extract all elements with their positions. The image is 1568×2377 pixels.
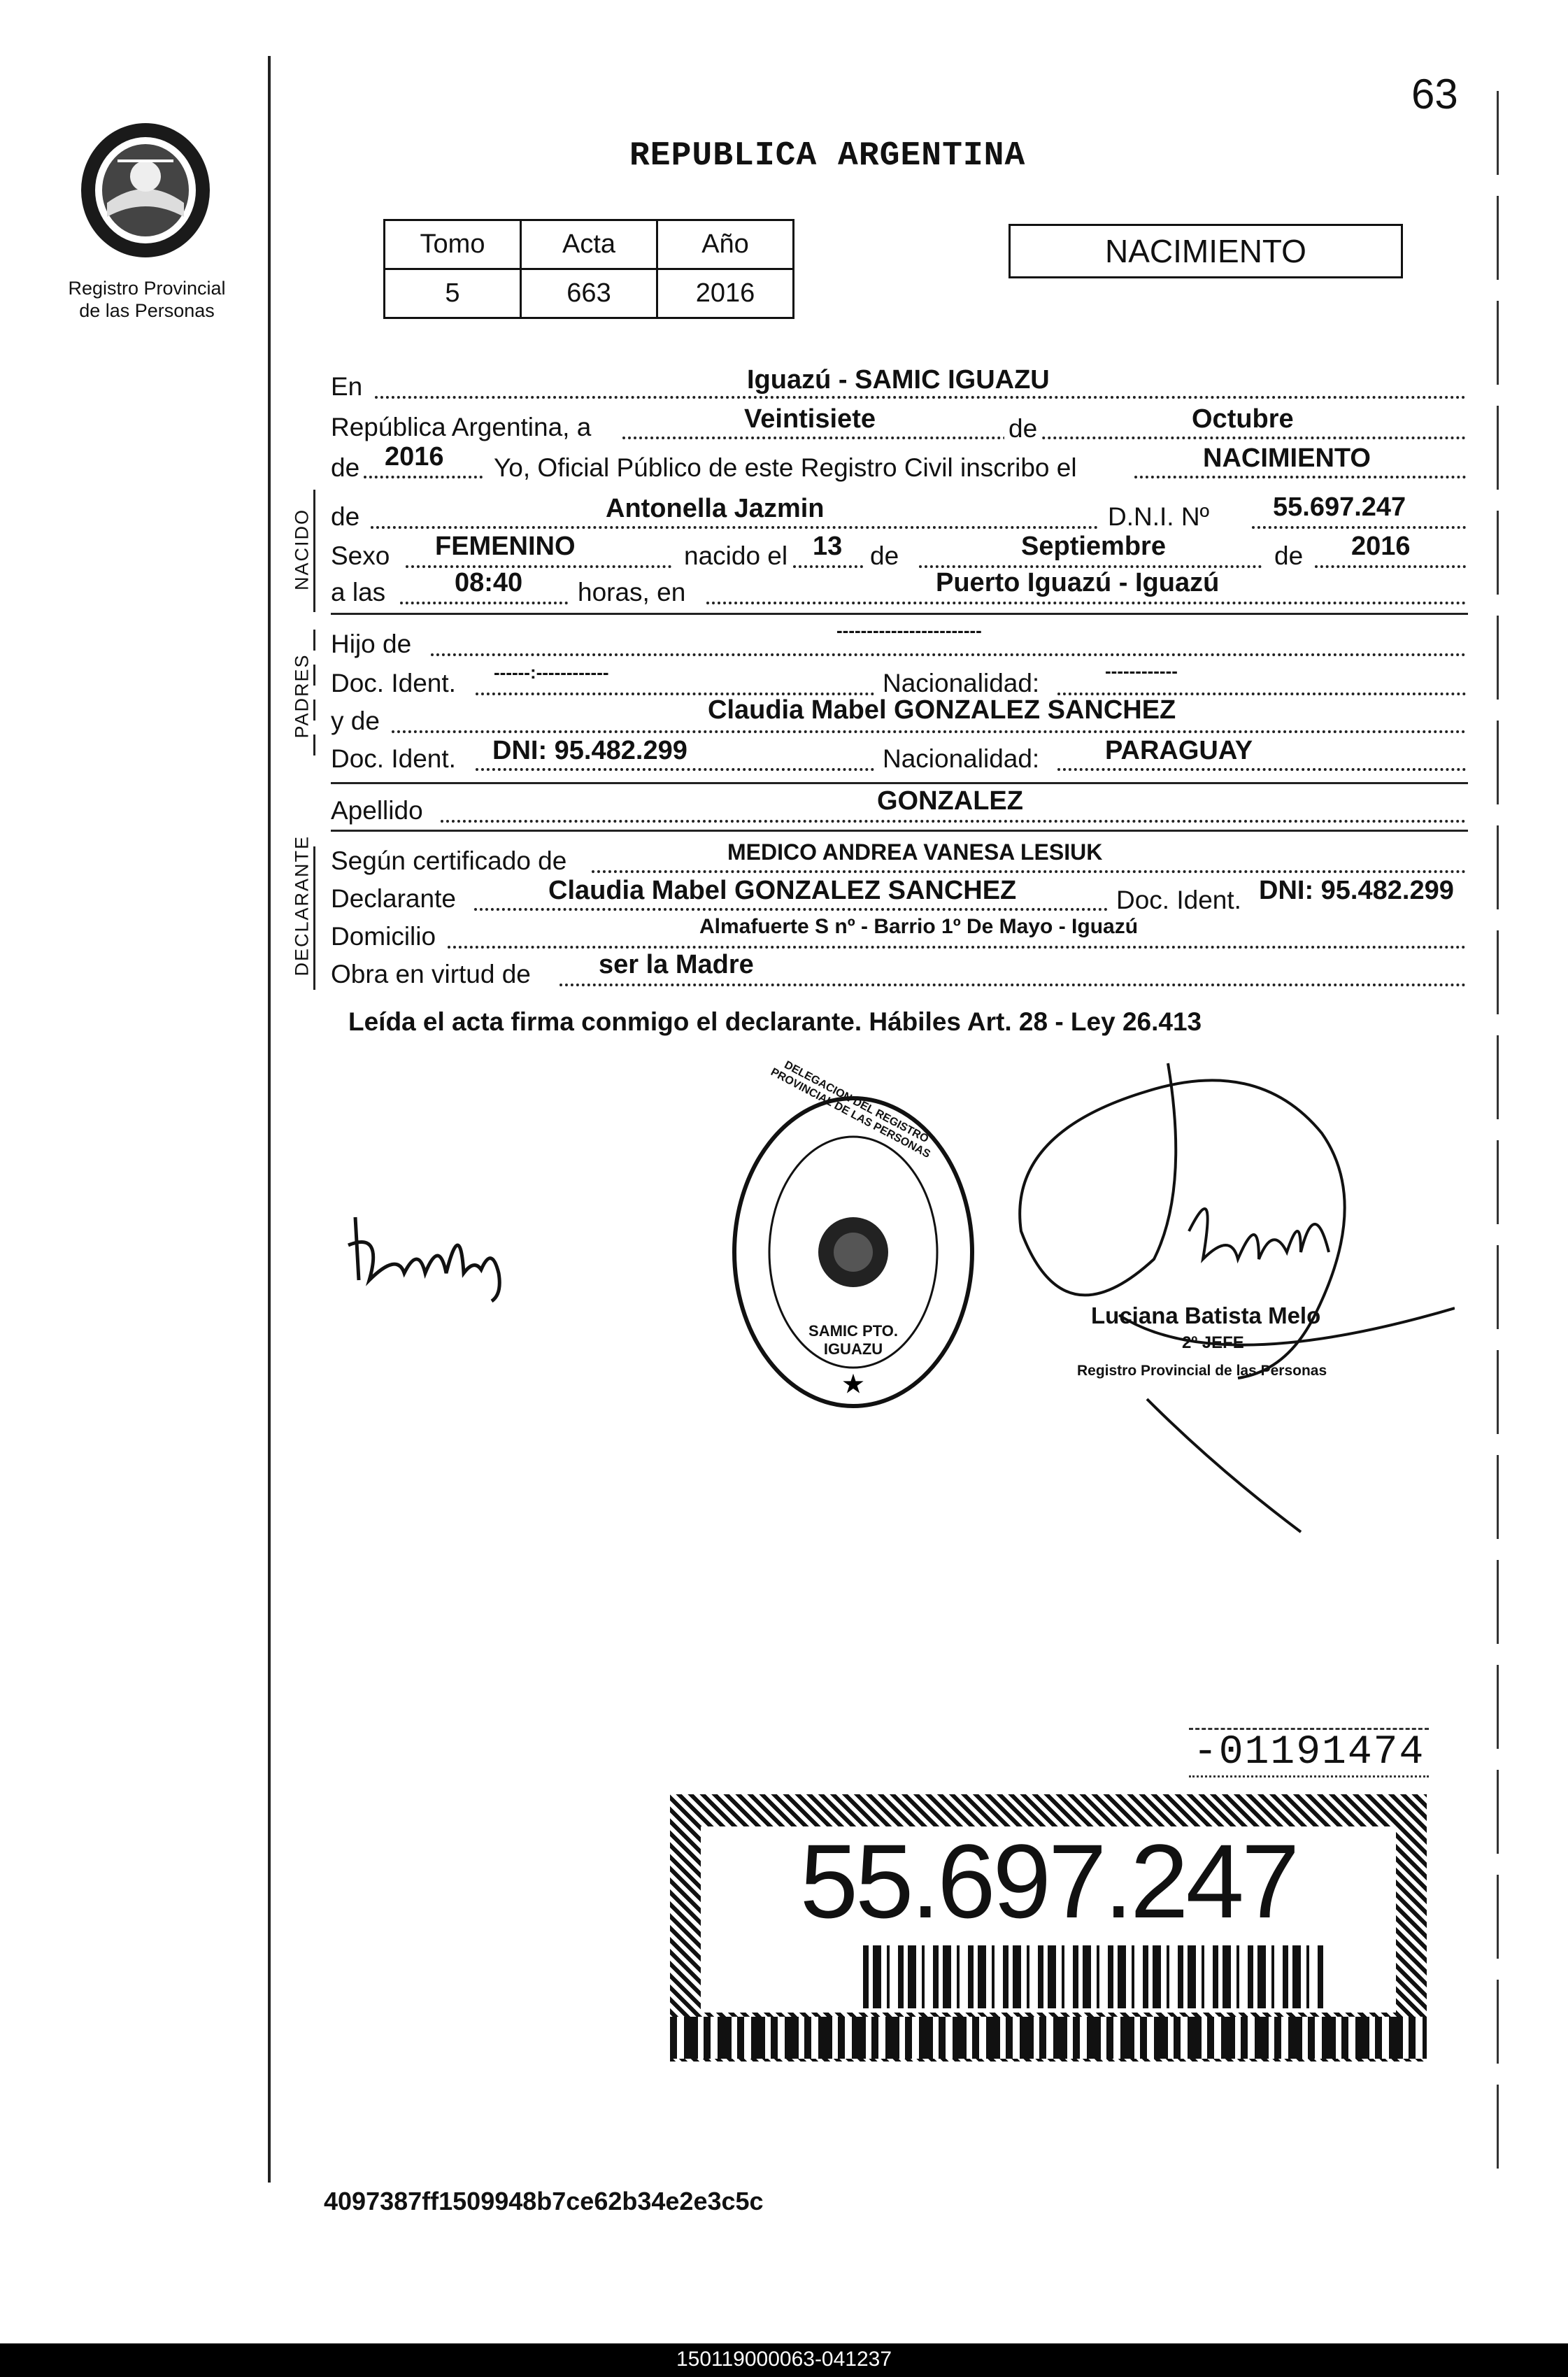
sexo-value: FEMENINO <box>435 532 576 561</box>
svg-text:★: ★ <box>842 1371 864 1398</box>
day-value: Veintisiete <box>744 404 876 434</box>
certificado-value: MEDICO ANDREA VANESA LESIUK <box>727 839 1103 865</box>
nac2-label: Nacionalidad: <box>883 744 1040 773</box>
official-title: 2º JEFE <box>1182 1333 1244 1352</box>
page-number: 63 <box>1411 71 1458 118</box>
place-dots <box>706 602 1466 604</box>
table-value-tomo: 5 <box>385 269 521 318</box>
mother-value: Claudia Mabel GONZALEZ SANCHEZ <box>708 695 1176 725</box>
official-name: Luciana Batista Melo <box>1091 1303 1321 1328</box>
time-value: 08:40 <box>455 568 523 597</box>
act-value: NACIMIENTO <box>1203 444 1371 473</box>
declarante-label: Declarante <box>331 884 456 913</box>
de2-label: de <box>331 453 360 482</box>
doc2-label: Doc. Ident. <box>331 744 456 773</box>
nacido-de3-label: de <box>1274 541 1304 570</box>
declarante-bracket <box>313 846 315 990</box>
birth-year-value: 2016 <box>1351 532 1411 561</box>
en-value: Iguazú - SAMIC IGUAZU <box>747 365 1050 395</box>
birth-day-value: 13 <box>813 532 843 561</box>
country-title: REPUBLICA ARGENTINA <box>629 137 1026 175</box>
table-value-acta: 663 <box>521 269 657 318</box>
registry-name-line1: Registro Provincial <box>68 278 226 299</box>
month-value: Octubre <box>1192 404 1294 434</box>
dni-barcode-block <box>670 1794 1427 2062</box>
left-margin-line <box>268 56 271 2183</box>
dni-barcode-inner <box>701 1822 1396 2013</box>
table-header-tomo: Tomo <box>385 220 521 269</box>
birth-year-dots <box>1315 565 1466 568</box>
obra-label: Obra en virtud de <box>331 960 531 988</box>
declarante-section-label: DECLARANTE <box>291 835 313 977</box>
certificado-dots <box>592 870 1466 873</box>
year-value: 2016 <box>385 442 444 471</box>
barcode-pattern-strip <box>670 2017 1427 2059</box>
doc2-dots <box>476 768 874 771</box>
en-label: En <box>331 372 363 401</box>
stamp-inner-text: SAMIC PTO. IGUAZU <box>808 1322 898 1358</box>
sexo-dots <box>406 565 671 568</box>
mother-dots <box>392 730 1466 733</box>
province-emblem <box>76 119 215 262</box>
nac2-value: PARAGUAY <box>1105 736 1253 765</box>
record-type: NACIMIENTO <box>1105 233 1306 269</box>
nac1-value: ------------ <box>1105 660 1178 681</box>
closing-text: Leída el acta firma conmigo el declarante. Hábiles Art. 28 - Ley 26.413 <box>348 1007 1202 1036</box>
serial-stamp: -01191474 <box>1189 1728 1429 1778</box>
registry-name-line2: de las Personas <box>79 300 215 321</box>
horas-label: horas, en <box>578 578 686 606</box>
apellido-value: GONZALEZ <box>877 786 1023 816</box>
right-margin-line <box>1497 91 1499 2190</box>
declarante-doc-value: DNI: 95.482.299 <box>1259 876 1454 905</box>
alas-label: a las <box>331 578 386 606</box>
declarante-dots <box>474 908 1108 911</box>
doc1-value: ------:------------ <box>494 662 609 683</box>
nac1-label: Nacionalidad: <box>883 669 1040 697</box>
obra-dots <box>560 984 1466 986</box>
birth-month-value: Septiembre <box>1021 532 1166 561</box>
doc1-label: Doc. Ident. <box>331 669 456 697</box>
oficial-text: Yo, Oficial Público de este Registro Civil inscribo el <box>494 453 1077 482</box>
stamp-outer-text: DELEGACION DEL REGISTRO PROVINCIAL DE LAS PERSONAS <box>769 1058 932 1161</box>
padres-divider <box>331 782 1468 784</box>
certificado-label: Según certificado de <box>331 846 567 875</box>
place-value: Puerto Iguazú - Iguazú <box>936 568 1220 597</box>
republica-label: República Argentina, a <box>331 413 592 441</box>
dni-barcode-bars <box>863 1945 1325 2008</box>
table-header-acta: Acta <box>521 220 657 269</box>
delegation-stamp <box>727 1058 979 1413</box>
padres-section-label: PADRES <box>291 653 313 739</box>
declarante-value: Claudia Mabel GONZALEZ SANCHEZ <box>548 876 1017 905</box>
sexo-label: Sexo <box>331 541 390 570</box>
footer-bar <box>0 2343 1568 2377</box>
nacido-section-label: NACIDO <box>291 509 313 591</box>
name-dots <box>371 526 1098 529</box>
domicilio-value: Almafuerte S nº - Barrio 1º De Mayo - Iguazú <box>699 915 1139 938</box>
nacido-de-label: de <box>331 502 360 531</box>
declarante-doc-label: Doc. Ident. <box>1116 886 1241 914</box>
birth-day-dots <box>793 565 863 568</box>
hijo-dots <box>431 653 1466 656</box>
domicilio-label: Domicilio <box>331 922 436 951</box>
official-registry: Registro Provincial de las Personas <box>1077 1363 1327 1379</box>
dni-barcode-number: 55.697.247 <box>799 1822 1297 1940</box>
record-type-box <box>1008 224 1403 278</box>
act-dots <box>1134 476 1466 478</box>
republica-dots <box>622 437 1466 439</box>
dni-dots <box>1252 526 1466 529</box>
emblem-caption <box>42 277 252 322</box>
apellido-dots <box>441 820 1466 823</box>
nacido-de2-label: de <box>870 541 899 570</box>
table-header-anio: Año <box>657 220 794 269</box>
record-table <box>383 219 794 319</box>
obra-value: ser la Madre <box>599 950 754 979</box>
nacido-el-label: nacido el <box>684 541 788 570</box>
nacido-bracket <box>313 490 315 612</box>
apellido-divider <box>331 830 1468 832</box>
dni-label: D.N.I. Nº <box>1108 502 1210 531</box>
hijo-label: Hijo de <box>331 630 412 658</box>
yde-label: y de <box>331 707 380 735</box>
official-signature <box>1007 1049 1455 1539</box>
document-hash: 4097387ff1509948b7ce62b34e2e3c5c <box>324 2187 764 2215</box>
declarant-signature <box>341 1203 523 1308</box>
name-value: Antonella Jazmin <box>606 494 825 523</box>
doc2-value: DNI: 95.482.299 <box>492 736 687 765</box>
en-dots <box>375 396 1466 399</box>
nacido-divider <box>331 613 1468 615</box>
year-dots <box>364 476 483 478</box>
nac2-dots <box>1057 768 1466 771</box>
domicilio-dots <box>448 946 1466 949</box>
footer-code: 150119000063-041237 <box>676 2348 892 2371</box>
time-dots <box>400 602 568 604</box>
padres-bracket <box>313 630 315 769</box>
de-label: de <box>1004 414 1041 444</box>
table-value-anio: 2016 <box>657 269 794 318</box>
hijo-value: ------------------------ <box>836 620 982 641</box>
dni-value: 55.697.247 <box>1273 492 1406 522</box>
apellido-label: Apellido <box>331 796 423 825</box>
